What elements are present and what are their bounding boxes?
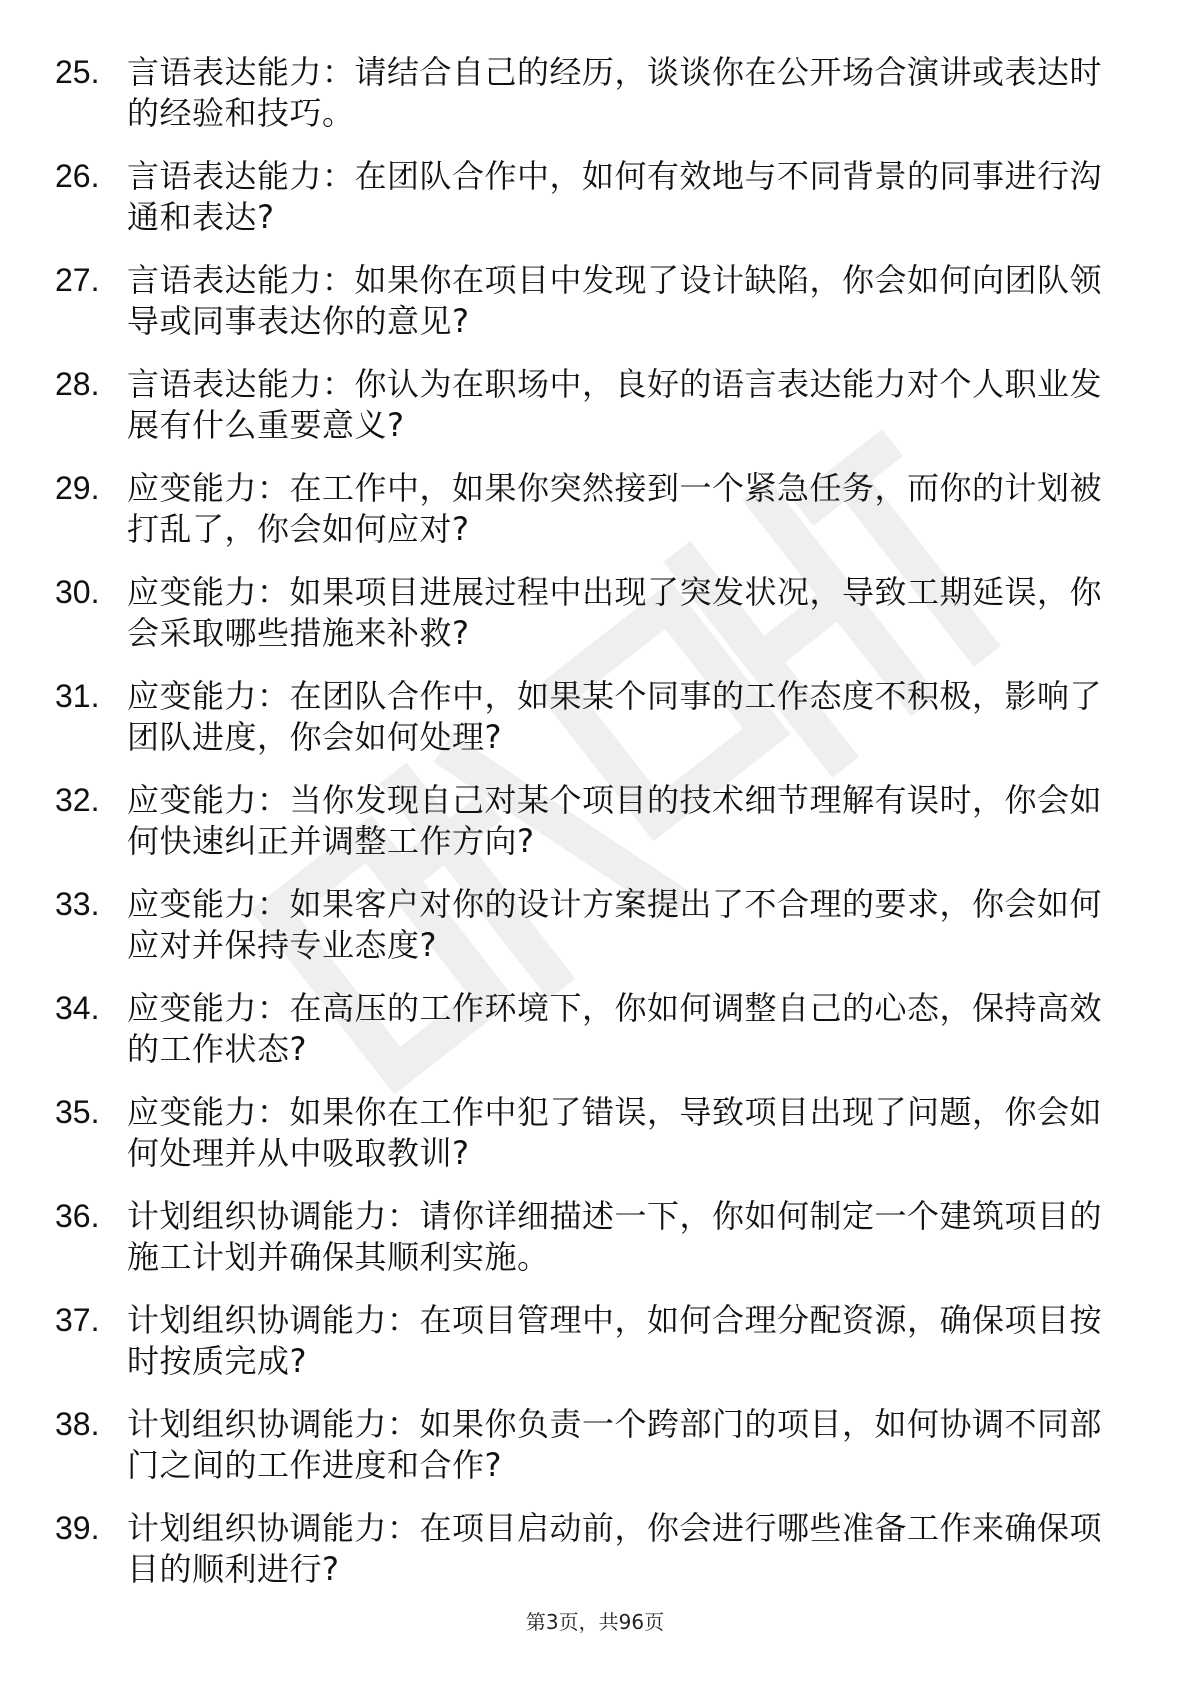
question-text: 计划组织协调能力：请你详细描述一下，你如何制定一个建筑项目的施工计划并确保其顺利实施。 <box>127 1197 1103 1276</box>
question-item <box>55 780 1115 884</box>
question-number: 39. <box>55 1510 100 1546</box>
question-text: 应变能力：当你发现自己对某个项目的技术细节理解有误时，你会如何快速纠正并调整工作方向? <box>127 781 1103 860</box>
question-item <box>55 1092 1115 1196</box>
question-number: 29. <box>55 470 100 506</box>
question-number: 31. <box>55 678 100 714</box>
question-text: 应变能力：如果客户对你的设计方案提出了不合理的要求，你会如何应对并保持专业态度? <box>127 885 1103 964</box>
question-number: 27. <box>55 262 100 298</box>
question-text: 计划组织协调能力：在项目启动前，你会进行哪些准备工作来确保项目的顺利进行? <box>127 1509 1103 1588</box>
question-text: 应变能力：在工作中，如果你突然接到一个紧急任务，而你的计划被打乱了，你会如何应对? <box>127 469 1103 548</box>
question-item <box>55 572 1115 676</box>
question-number: 38. <box>55 1406 100 1442</box>
question-item <box>55 884 1115 988</box>
question-text: 言语表达能力：在团队合作中，如何有效地与不同背景的同事进行沟通和表达? <box>127 157 1103 236</box>
question-number: 33. <box>55 886 100 922</box>
question-text: 应变能力：如果项目进展过程中出现了突发状况，导致工期延误，你会采取哪些措施来补救? <box>127 573 1103 652</box>
question-text: 计划组织协调能力：在项目管理中，如何合理分配资源，确保项目按时按质完成? <box>127 1301 1103 1380</box>
question-number: 32. <box>55 782 100 818</box>
question-item <box>55 1300 1115 1404</box>
question-number: 28. <box>55 366 100 402</box>
question-number: 37. <box>55 1302 100 1338</box>
question-item <box>55 52 1115 156</box>
question-text: 计划组织协调能力：如果你负责一个跨部门的项目，如何协调不同部门之间的工作进度和合作? <box>127 1405 1103 1484</box>
question-item <box>55 156 1115 260</box>
question-number: 35. <box>55 1094 100 1130</box>
question-text: 应变能力：在高压的工作环境下，你如何调整自己的心态，保持高效的工作状态? <box>127 989 1103 1068</box>
question-text: 应变能力：如果你在工作中犯了错误，导致项目出现了问题，你会如何处理并从中吸取教训? <box>127 1093 1103 1172</box>
page-footer: 第3页，共96页 <box>525 1610 665 1634</box>
question-item <box>55 988 1115 1092</box>
question-number: 36. <box>55 1198 100 1234</box>
question-number: 34. <box>55 990 100 1026</box>
question-number: 25. <box>55 54 100 90</box>
question-item <box>55 260 1115 364</box>
question-item <box>55 1196 1115 1300</box>
question-item <box>55 1404 1115 1508</box>
question-list <box>55 52 1115 1612</box>
question-item <box>55 676 1115 780</box>
question-text: 言语表达能力：请结合自己的经历，谈谈你在公开场合演讲或表达时的经验和技巧。 <box>127 53 1103 132</box>
question-text: 言语表达能力：如果你在项目中发现了设计缺陷，你会如何向团队领导或同事表达你的意见? <box>127 261 1103 340</box>
question-number: 30. <box>55 574 100 610</box>
question-text: 言语表达能力：你认为在职场中，良好的语言表达能力对个人职业发展有什么重要意义? <box>127 365 1103 444</box>
question-item <box>55 364 1115 468</box>
question-text: 应变能力：在团队合作中，如果某个同事的工作态度不积极，影响了团队进度，你会如何处理? <box>127 677 1103 756</box>
question-number: 26. <box>55 158 100 194</box>
question-item <box>55 1508 1115 1612</box>
question-item <box>55 468 1115 572</box>
